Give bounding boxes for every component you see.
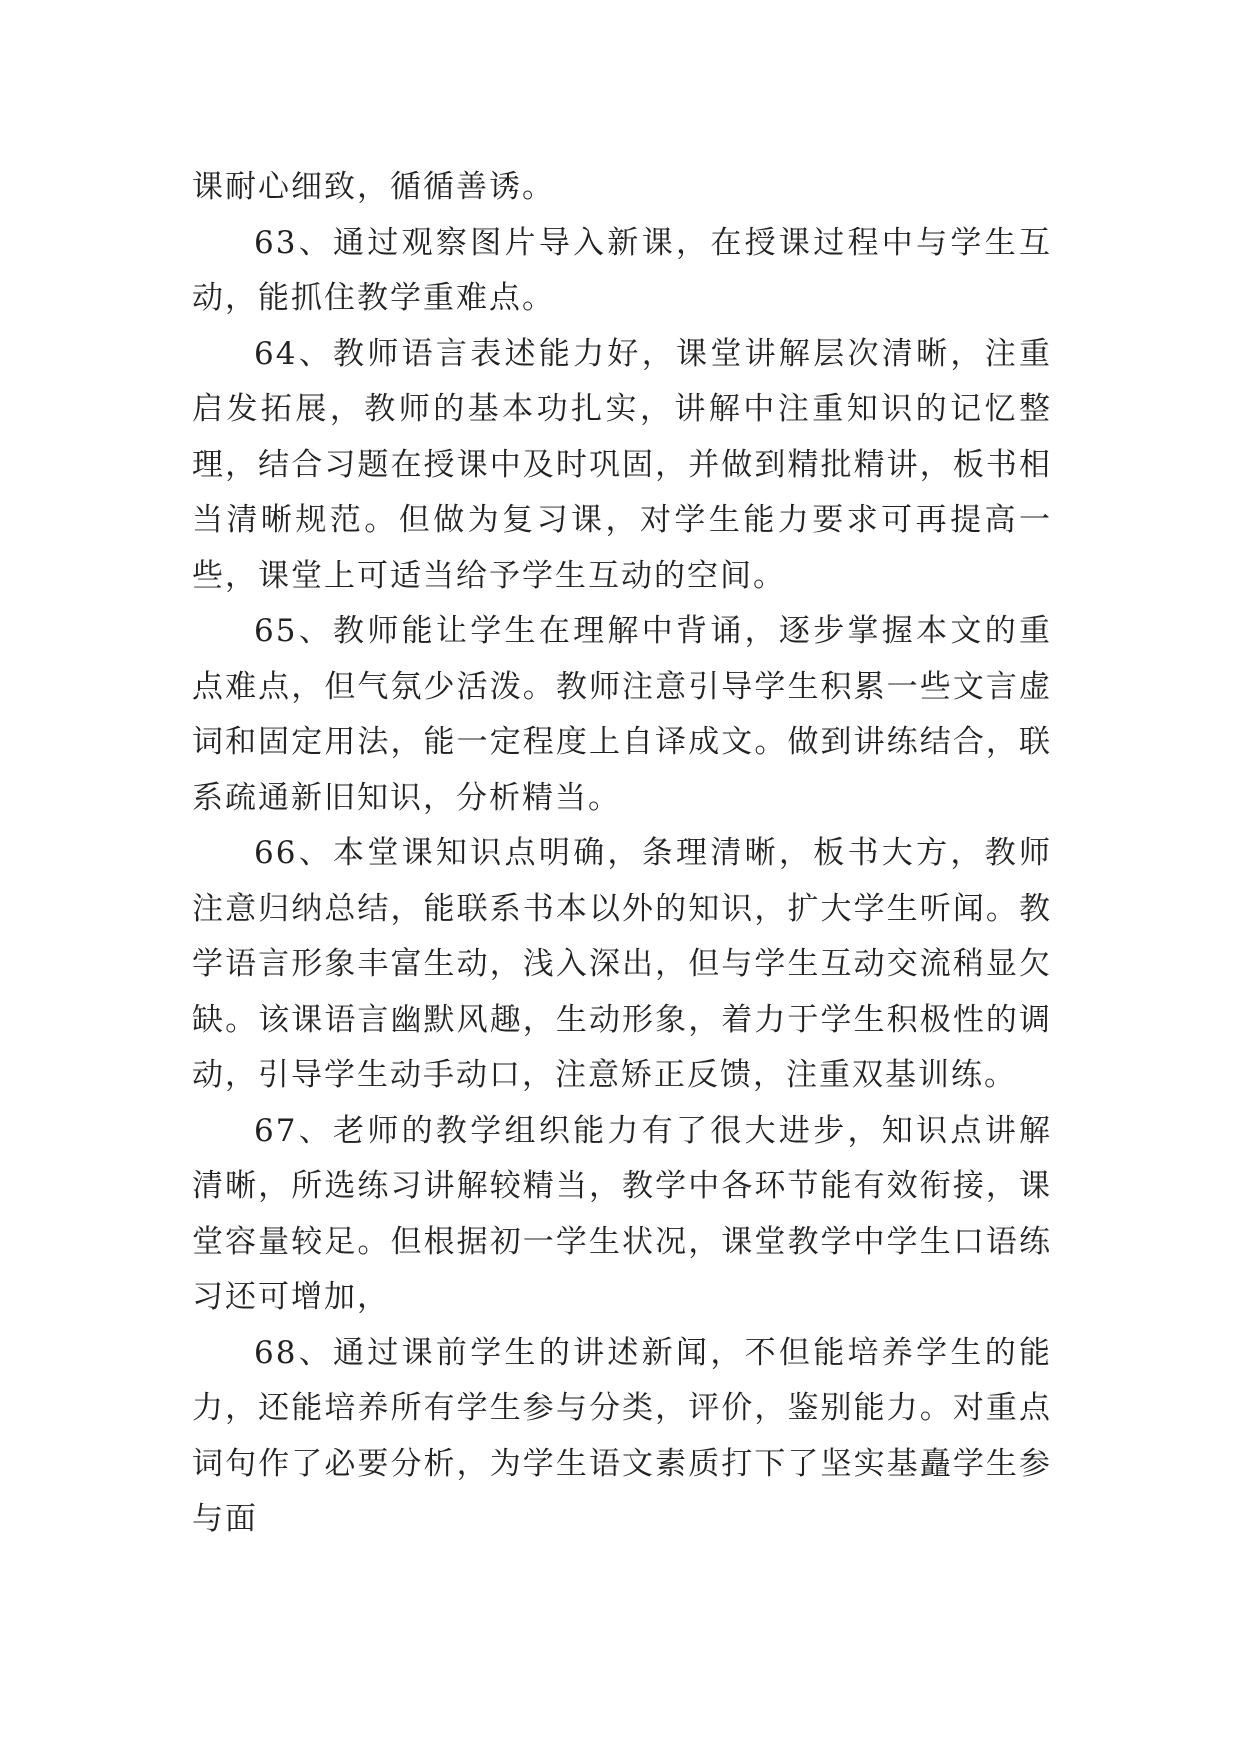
- paragraph-64: 64、教师语言表述能力好，课堂讲解层次清晰，注重启发拓展，教师的基本功扎实，讲解中注重知识的记忆整理，结合习题在授课中及时巩固，并做到精批精讲，板书相当清晰规范。但做为复习课，对学生能力要求可再提高一些，课堂上可适当给予学生互动的空间。: [192, 335, 1052, 594]
- paragraph-68: 68、通过课前学生的讲述新闻，不但能培养学生的能力，还能培养所有学生参与分类，评价，鉴别能力。对重点词句作了必要分析，为学生语文素质打下了坚实基矗学生参与面: [192, 1334, 1052, 1537]
- document-body: [192, 160, 1052, 1548]
- paragraph-continuation: 课耐心细致，循循善诱。: [192, 169, 555, 205]
- paragraph-67: 67、老师的教学组织能力有了很大进步，知识点讲解清晰，所选练习讲解较精当，教学中各环节能有效衔接，课堂容量较足。但根据初一学生状况，课堂教学中学生口语练习还可增加，: [192, 1112, 1052, 1315]
- paragraph-63: 63、通过观察图片导入新课，在授课过程中与学生互动，能抓住教学重难点。: [192, 224, 1052, 316]
- paragraph-65: 65、教师能让学生在理解中背诵，逐步掌握本文的重点难点，但气氛少活泼。教师注意引导学生积累一些文言虚词和固定用法，能一定程度上自译成文。做到讲练结合，联系疏通新旧知识，分析精当。: [192, 613, 1052, 816]
- paragraph-66: 66、本堂课知识点明确，条理清晰，板书大方，教师注意归纳总结，能联系书本以外的知识，扩大学生听闻。教学语言形象丰富生动，浅入深出，但与学生互动交流稍显欠缺。该课语言幽默风趣，生动形象，着力于学生积极性的调动，引导学生动手动口，注意矫正反馈，注重双基训练。: [192, 835, 1052, 1093]
